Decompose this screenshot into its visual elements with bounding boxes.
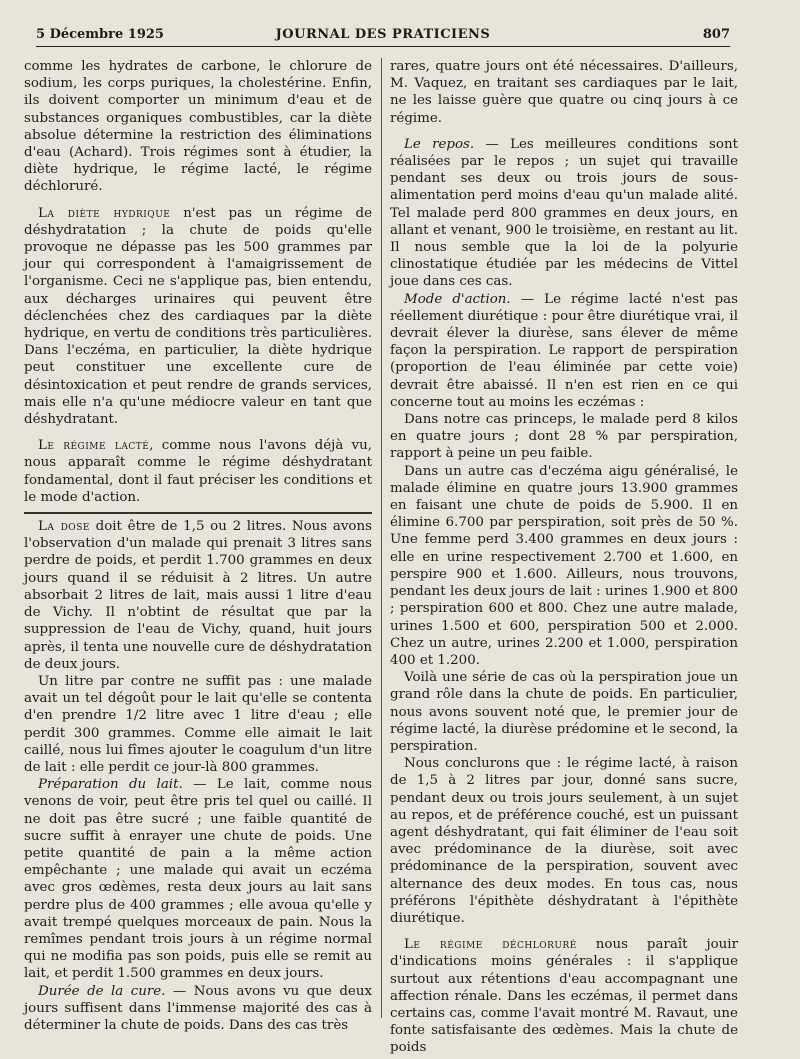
section-heading-diete-hydrique: La diète hydrique: [38, 205, 171, 221]
right-paragraph-princeps: Dans notre cas princeps, le malade perd 8 kilos en quatre jours ; dont 28 % par perspiration, rapport à peine un peu faible.: [390, 412, 738, 462]
left-paragraph-1: comme les hydrates de carbone, le chlorure de sodium, les corps puriques, la cholestérine. Enfin, ils doivent comporter un minimum d'eau et de substances organiques combustibles, car la diète absolue détermine la restriction des éliminations d'eau (Achard). Trois régimes sont à étudier, la diète hydrique, le régime lacté, le régime déchloruré.: [24, 59, 372, 195]
left-paragraph-litre: Un litre par contre ne suffit pas : une malade avait un tel dégoût pour le lait qu'elle se contenta d'en prendre 1/2 litre avec 1 litre d'eau ; elle perdit 300 grammes. Comme elle aimait le lait caillé, nous lui fîmes ajouter le coagulum d'un litre de lait : elle perdit ce jour-là 800 grammes.: [24, 673, 372, 775]
left-column: [24, 58, 372, 1034]
section-heading-duree: Durée de la cure.: [38, 983, 166, 999]
left-paragraph-diete-hydrique: La diète hydrique n'est pas un régime de déshydratation ; la chute de poids qu'elle provoque ne dépasse pas les 500 grammes par jour qui correspondent à l'amaigrissement de l'organisme. Ceci ne s'applique pas, bien entendu, aux décharges urinaires qui peuvent être déclenchées chez des cardiaques par la diète hydrique, en vertu de conditions très particulières. Dans l'eczéma, en particulier, la diète hydrique peut constituer une excellente cure de désintoxication et peut rendre de grands services, mais elle n'a qu'une médiocre valeur en tant que déshydratant.: [24, 205, 372, 428]
section-heading-repos: Le repos.: [404, 136, 475, 152]
left-paragraph-duree: Durée de la cure. — Nous avons vu que deux jours suffisent dans l'immense majorité des cas à déterminer la chute de poids. Dans des cas très: [24, 983, 372, 1033]
left-paragraph-regime-lacte: Le régime lacté, comme nous l'avons déjà vu, nous apparaît comme le régime déshydratant fondamental, dont il faut préciser les conditions et le mode d'action.: [24, 438, 372, 505]
left-paragraph-dose: La dose doit être de 1,5 ou 2 litres. Nous avons l'observation d'un malade qui prenait 3 litres sans perdre de poids, et perdit 1.700 grammes en deux jours quand il se réduisit à 2 litres. Un autre absorbait 2 litres de lait, mais aussi 1 litre d'eau de Vichy. Il n'obtint de résultat que par la suppression de l'eau de Vichy, quand, huit jours après, il tenta une nouvelle cure de déshydratation de deux jours.: [24, 519, 372, 672]
page-number: 807: [702, 27, 730, 42]
header-date: 5 Décembre 1925: [36, 27, 164, 42]
page-header: [36, 24, 730, 47]
right-paragraph-repos: Le repos. — Les meilleures conditions sont réalisées par le repos ; un sujet qui travaille pendant ses deux ou trois jours de sous-alimentation perd moins d'eau qu'un malade alité. Tel malade perd 800 grammes en deux jours, en allant et venant, 900 le troisième, en restant au lit. Il nous semble que la loi de la polyurie clinostatique étudiée par les médecins de Vittel joue dans ces cas.: [390, 136, 738, 290]
journal-title: JOURNAL DES PRATICIENS: [275, 27, 491, 42]
section-heading-regime-lacte: Le régime lacté: [38, 438, 150, 454]
right-paragraph-eczema-aigu: Dans un autre cas d'eczéma aigu généralisé, le malade élimine en quatre jours 13.900 grammes en faisant une chute de poids de 5.900. Il en élimine 6.700 par perspiration, soit près de 50 %. Une femme perd 3.400 grammes en deux jours : elle en urine respectivement 2.700 et 1.600, en perspire 900 et 1.600. Ailleurs, nous trouvons, pendant les deux jours de lait : urines 1.900 et 800 ; perspiration 600 et 800. Chez une autre malade, urines 1.500 et 600, perspiration 500 et 2.000. Chez un autre, urines 2.200 et 1.000, perspiration 400 et 1.200.: [390, 463, 738, 668]
section-heading-dechlorure: Le régime déchloruré: [404, 937, 577, 953]
right-paragraph-dechlorure: Le régime déchloruré nous paraît jouir d'indications moins générales : il s'applique surtout aux rétentions d'eau accompagnant une affection rénale. Dans les eczémas, il permet dans certains cas, comme l'avait montré M. Ravaut, une fonte satisfaisante des œdèmes. Mais la chute de poids: [390, 937, 738, 1056]
section-heading-preparation: Préparation du lait.: [38, 777, 183, 793]
section-divider: [24, 512, 372, 514]
section-heading-mode-action: Mode d'action.: [404, 291, 511, 307]
column-divider: [381, 58, 382, 1018]
right-paragraph-conclusion: Nous conclurons que : le régime lacté, à raison de 1,5 à 2 litres par jour, donné sans sucre, pendant deux ou trois jours seulement, à un sujet au repos, et de préférence couché, est un puissant agent déshydratant, qui fait éliminer de l'eau soit avec prédominance de la diurèse, soit avec prédominance de la perspiration, souvent avec alternance des deux modes. En tous cas, nous préférons l'épithète déshydratant à l'épithète diurétique.: [390, 756, 738, 926]
right-paragraph-1: rares, quatre jours ont été nécessaires. D'ailleurs, M. Vaquez, en traitant ses cardiaques par le lait, ne les laisse guère que quatre ou cinq jours à ce régime.: [390, 59, 738, 126]
section-heading-dose: La dose: [38, 519, 90, 535]
right-paragraph-serie: Voilà une série de cas où la perspiration joue un grand rôle dans la chute de poids. En particulier, nous avons souvent noté que, le premier jour de régime lacté, la diurèse prédomine et le second, la perspiration.: [390, 670, 738, 754]
right-paragraph-mode-action: Mode d'action. — Le régime lacté n'est pas réellement diurétique : pour être diurétique vrai, il devrait élever la diurèse, sans élever de même façon la perspiration. Le rapport de perspiration (proportion de l'eau éliminée par cette voie) devrait être abaissé. Il n'en est rien en ce qui concerne tout au moins les eczémas :: [390, 291, 738, 410]
right-column: [390, 58, 738, 1057]
left-paragraph-preparation: Préparation du lait. — Le lait, comme nous venons de voir, peut être pris tel quel ou caillé. Il ne doit pas être sucré ; une faible quantité de sucre suffit à enrayer une chute de poids. Une petite quantité de pain a la même action empêchante ; une malade qui avait un eczéma avec gros œdèmes, resta deux jours au lait sans perdre plus de 400 grammes ; elle avoua qu'elle y avait trempé quelques morceaux de pain. Nous la remîmes pendant trois jours à un régime normal qui ne modifia pas son poids, puis elle se remit au lait, et perdit 1.500 grammes en deux jours.: [24, 777, 372, 982]
